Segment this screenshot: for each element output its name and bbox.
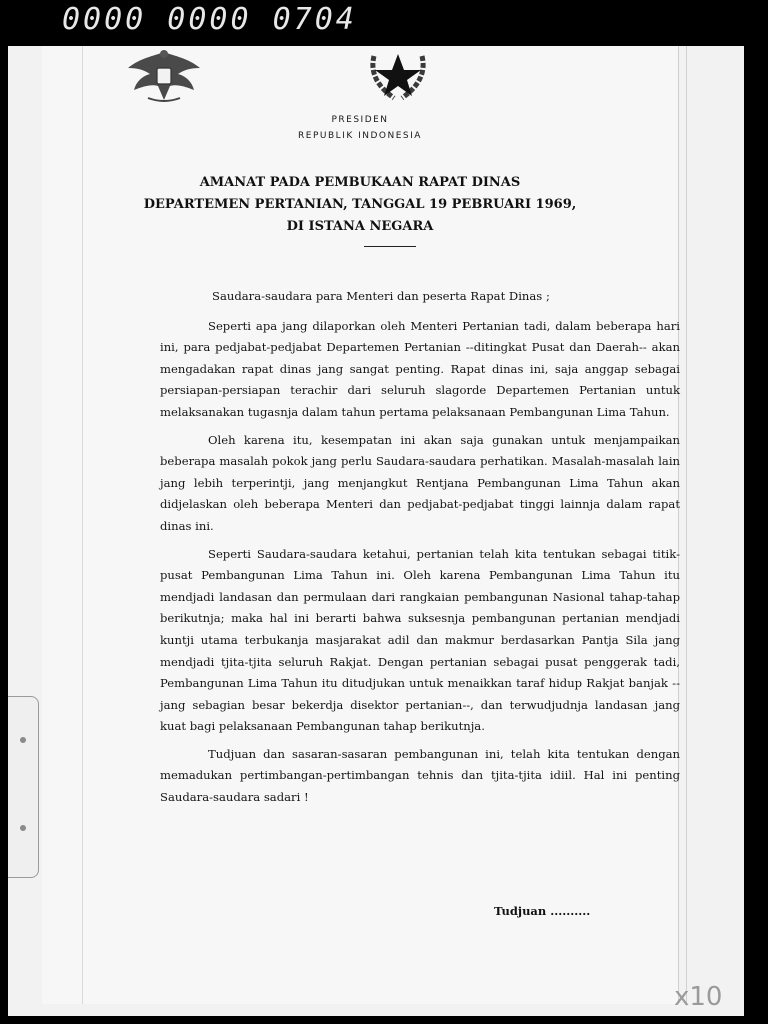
paragraph-1: Seperti apa jang dilaporkan oleh Menteri Pertanian tadi, dalam beberapa hari ini, para pedjabat-pedjabat Departemen Pertanian --ditingkat Pusat dan Daerah-- akan mengadakan rapat dinas jang sangat penting. Rapat dinas ini, saja anggap sebagai persiapan-persiapan terachir dari seluruh slagorde Departemen Pertanian untuk melaksanakan tugasnja dalam tahun pertama pelaksanaan Pembangunan Lima Tahun. xyxy=(160,318,680,419)
salutation: Saudara-saudara para Menteri dan peserta Rapat Dinas ; xyxy=(212,289,550,303)
title-line-1: AMANAT PADA PEMBUKAAN RAPAT DINAS xyxy=(199,175,521,190)
document-page xyxy=(8,46,744,1016)
letterhead-line-1: PRESIDEN xyxy=(331,115,389,125)
paragraph-4: Tudjuan dan sasaran-sasaran pembangunan ini, telah kita tentukan dengan memadukan pertimbangan-pertimbangan tehnis dan tjita-tjita idiil. Hal ini penting Saudara-saudara sadari ! xyxy=(160,746,680,805)
title-underline xyxy=(364,246,416,247)
binder-tab xyxy=(8,696,39,878)
corner-mark: x10 xyxy=(674,982,723,1012)
garuda-emblem-icon xyxy=(124,46,204,104)
letterhead-line-2: REPUBLIK INDONESIA xyxy=(298,131,422,141)
title-line-2: DEPARTEMEN PERTANIAN, TANGGAL 19 PEBRUARI 1969, xyxy=(143,197,577,212)
star-wreath-icon xyxy=(356,46,440,102)
letterhead xyxy=(42,112,678,144)
paragraph-2: Oleh karena itu, kesempatan ini akan saja gunakan untuk menjampaikan beberapa masalah pokok jang perlu Saudara-saudara perhatikan. Masalah-masalah lain jang lebih terperintji, jang menjangkut Rentjana Pembangunan Lima Tahun akan didjelaskan oleh beberapa Menteri dan pedjabat-pedjabat tinggi lainnja dalam rapat dinas ini. xyxy=(160,432,680,533)
document-title xyxy=(42,172,678,238)
letter-sheet xyxy=(42,46,679,1004)
paragraph-3: Seperti Saudara-saudara ketahui, pertanian telah kita tentukan sebagai titik-pusat Pembangunan Lima Tahun ini. Oleh karena Pembangunan Lima Tahun itu mendjadi landasan dan permulaan dari rangkaian pembangunan Nasional tahap-tahap berikutnja; maka hal ini berarti bahwa suksesnja pembangunan pertanian mendjadi kuntji utama terbukanja masjarakat adil dan makmur berdasarkan Pantja Sila jang mendjadi tjita-tjita seluruh Rakjat. Dengan pertanian sebagai pusat penggerak tadi, Pembangunan Lima Tahun itu ditudjukan untuk menaikkan taraf hidup Rakjat banjak --jang sebagian besar bekerdja disektor pertanian--, dan terwudjudnja landasan jang kuat bagi pelaksanaan Pembangunan tahap berikutnja. xyxy=(160,546,680,734)
page-edge xyxy=(686,46,687,1006)
microfilm-frame-number: 0000 0000 0704 xyxy=(62,2,357,37)
binder-hole xyxy=(20,825,26,831)
speech-body xyxy=(160,286,680,815)
binder-hole xyxy=(20,737,26,743)
continuation-catchword: Tudjuan .......... xyxy=(494,904,591,918)
title-line-3: DI ISTANA NEGARA xyxy=(286,219,434,234)
